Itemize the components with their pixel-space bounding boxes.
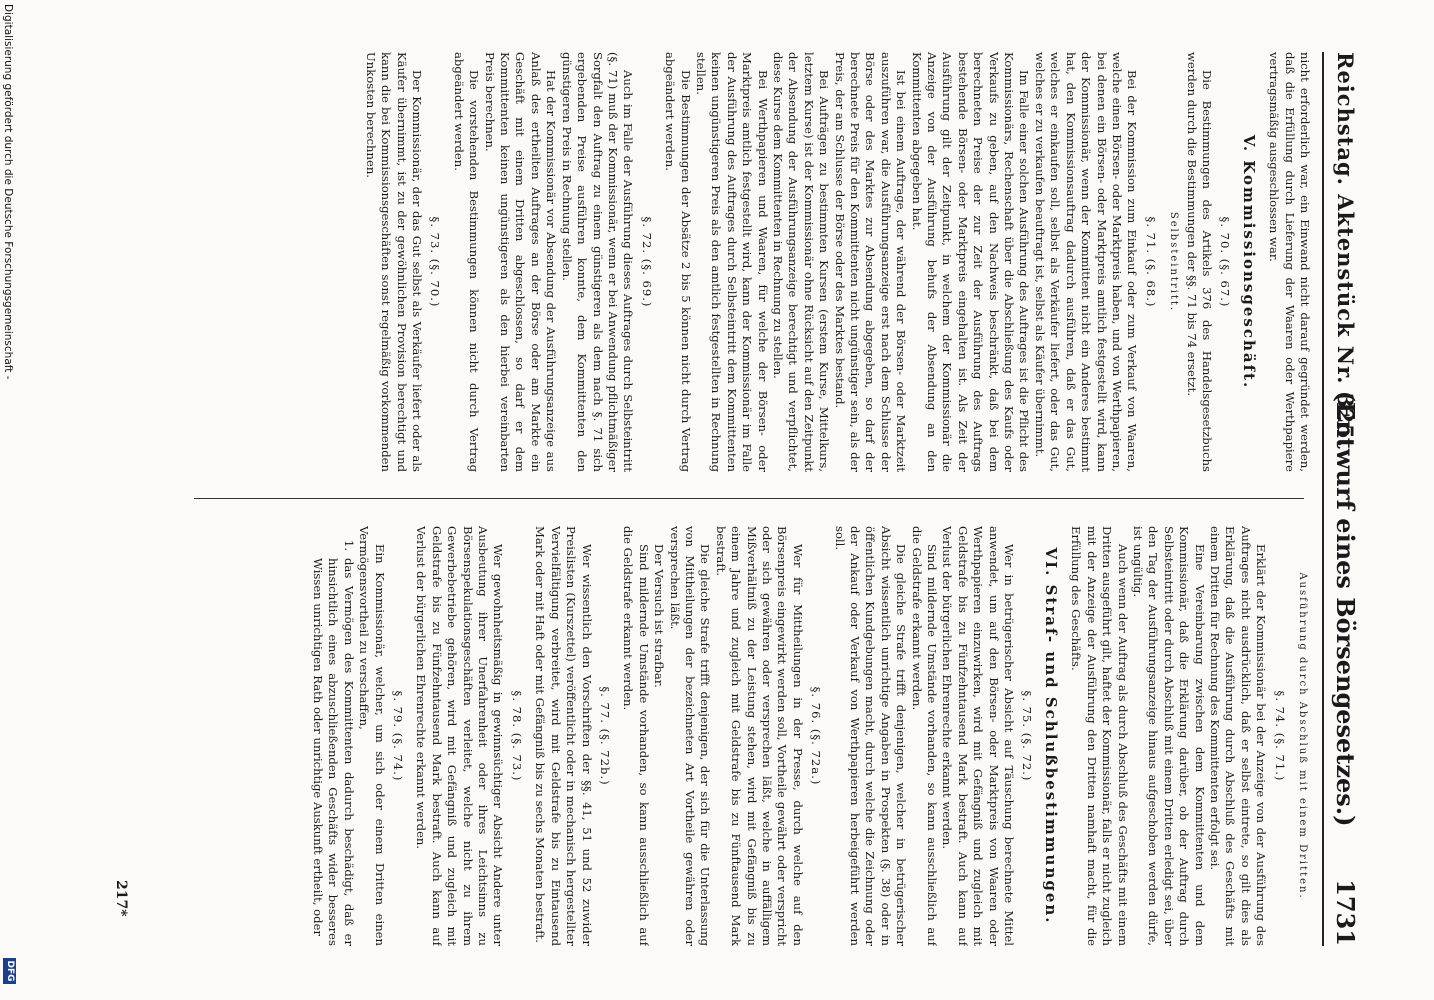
paragraph: Wer gewohnheitsmäßig in gewinnsüchtiger Absicht Andere unter Ausbeutung ihrer Unerfahrenheit oder ihres Leichtsinns zu Börsenspekulationsgeschäften verleitet, welche nicht zu ihrem Gewerbebetriebe gehören, wird mit Gefängniß und zugleich mit Geldstrafe bis zu Fünfzehntausend Mark bestraft. Auch kann auf Verlust der bürgerlichen Ehrenrechte erkannt werden.: [414, 526, 506, 946]
paragraph: Die gleiche Strafe trifft denjenigen, der sich für die Unterlassung von Mittheilungen der bezeichneten Art Vortheile gewähren oder versprechen läßt.: [667, 526, 713, 946]
section-heading-vi: VI. Straf- und Schlußbestimmungen.: [1041, 547, 1060, 925]
header-subtitle: (Entwurf eines Börsengesetzes.): [1331, 390, 1360, 827]
paragraph: nicht erforderlich war, ein Einwand nicht darauf gegründet werden, daß die Erfüllung durch Lieferung der Waaren oder Werthpapiere vertragsmäßig ausgeschlossen war.: [1267, 52, 1312, 472]
subheading: Selbsteintritt.: [1168, 211, 1180, 313]
paragraph-heading: §. 74. (§. 71.): [1272, 690, 1287, 782]
column-divider: [194, 498, 1304, 499]
paragraph: Im Falle einer solchen Ausführung des Auftrages ist die Pflicht des Kommissionärs, Rechenschaft über die Abschließung des Kaufs oder Verkaufs zu geben, auf den Nachweis beschränkt, daß bei dem berechneten Preise der zur Zeit der Ausführung des Auftrags bestehende Börsen- oder Marktpreis eingehalten ist. Als Zeit der Ausführung gilt der Zeitpunkt, in welchem der Kommissionär die Anzeige von der Ausführung behufs der Absendung an den Kommittenten abgegeben hat.: [909, 52, 1032, 472]
section-heading-v: V. Kommissionsgeschäft.: [1239, 134, 1258, 390]
paragraph: Der Kommissionär, der das Gut selbst als Verkäufer liefert oder als Käufer übernimmt, ist zu der gewöhnlichen Provision berechtigt und kann die bei Kommissionsgeschäften sonst regelmäßig vorkommenden Unkosten berechnen.: [363, 52, 425, 472]
subheading: Ausführung durch Abschluß mit einem Dritten.: [1297, 572, 1308, 900]
list-item: [310, 526, 356, 946]
paragraph-heading: §. 73. (§. 70.): [428, 216, 443, 308]
digitization-credit: Digitalisierung gefördert durch die Deutsche Forschungsgemeinschaft -: [2, 4, 14, 380]
paragraph: Bei der Kommission zum Einkauf oder zum Verkauf von Waaren, welche einen Börsen- oder Marktpreis haben, und von Werthpapieren, bei denen ein Börsen- oder Marktpreis amtlich festgestellt wird, kann der Kommissionär, wenn der Kommittent nicht ein Anderes bestimmt hat, den Kommissionsauftrag dadurch ausführen, daß er das Gut, welches er einkaufen soll, selbst als Verkäufer liefert, oder das Gut, welches er zu verkaufen beauftragt ist, selbst als Käufer übernimmt.: [1032, 52, 1140, 472]
paragraph: Bei Aufträgen zu bestimmten Kursen (erstem Kurse, Mittelkurs, letztem Kurse) ist der Kommissionär ohne Rücksicht auf den Zeitpunkt der Absendung der Ausführungsanzeige berechtigt und verpflichtet, diese Kurse dem Kommittenten in Rechnung zu stellen.: [771, 52, 832, 472]
header-right: [1331, 391, 1360, 946]
header-title: Reichstag. Aktenstück Nr. 325.: [1333, 52, 1358, 448]
page-header: [1322, 52, 1364, 946]
paragraph: Der Versuch ist strafbar.: [652, 544, 667, 688]
list-item-text: das Vermögen des Kommittenten dadurch beschädigt, daß er hinsichtlich eines abzuschließenden Geschäfts wider besseres Wissen unrichtigen Rath oder unrichtige Auskunft ertheilt, oder: [311, 558, 356, 946]
paragraph: Ein Kommissionär, welcher, um sich oder einem Dritten einen Vermögensvortheil zu verschaffen,: [357, 526, 387, 946]
paragraph: Wer für Mittheilungen in der Presse, durch welche auf den Börsenpreis eingewirkt werden soll, Vortheile gewährt oder verspricht oder sich gewähren oder versprechen läßt, welche in auffälligem Mißverhältniß zu der Leistung stehen, wird mit Gefängniß bis zu einem Jahre und zugleich mit Geldstrafe bis zu Fünftausend Mark bestraft.: [713, 526, 805, 946]
paragraph-heading: §. 78. (§. 73.): [509, 690, 524, 782]
paragraph-heading: §. 75. (§. 72.): [1020, 690, 1035, 782]
paragraph: Wer in betrügerischer Absicht auf Täuschung berechnete Mittel anwendet, um auf den Börsen- oder Marktpreis von Waaren oder Werthpapieren einzuwirken, wird mit Gefängniß und zugleich mit Geldstrafe bis zu Fünfzehntausend Mark bestraft. Auch kann auf Verlust der bürgerlichen Ehrenrechte erkannt werden.: [940, 526, 1017, 946]
paragraph: Wer wissentlich den Vorschriften der §§. 41, 51 und 52 zuwider Preislisten (Kurszettel) veröffentlicht oder in mechanisch hergestellter Vervielfältigung verbreitet, wird mit Geldstrafe bis zu Eintausend Mark oder mit Haft oder mit Gefängniß bis zu sechs Monaten bestraft.: [533, 526, 594, 946]
paragraph: Die vorstehenden Bestimmungen können nicht durch Vertrag abgeändert werden.: [451, 52, 482, 472]
paragraph: Die Bestimmungen des Artikels 376 des Handelsgesetzbuchs werden durch die Bestimmungen der §§. 71 bis 74 ersetzt.: [1184, 52, 1214, 472]
paragraph: Auch wenn der Auftrag als durch Abschluß des Geschäfts mit einem Dritten ausgeführt gilt, haftet der Kommissionär, falls er nicht zugleich mit der Anzeige der Ausführung den Dritten namhaft macht, für die Erfüllung des Geschäfts.: [1069, 526, 1130, 946]
signature-mark: 217*: [113, 880, 129, 917]
paragraph: Bei Werthpapieren und Waaren, für welche der Börsen- oder Marktpreis amtlich festgestellt wird, kann der Kommissionär im Falle der Ausführung des Auftrages durch Selbsteintritt dem Kommittenten keinen ungünstigeren Preis als den amtlich festgestellten in Rechnung stellen.: [693, 52, 770, 472]
paragraph: Auch im Falle der Ausführung dieses Auftrages durch Selbsteintritt (§. 71) muß der Kommissionär, wenn er bei Anwendung pflichtmäßiger Sorgfalt den Auftrag zu einem günstigeren als dem nach §. 71 sich ergebenden Preise ausführen konnte, dem Kommittenten den günstigeren Preis in Rechnung stellen.: [559, 52, 636, 472]
paragraph: Die gleiche Strafe trifft denjenigen, welcher in betrügerischer Absicht wissentlich unrichtige Angaben in Prospekten (§. 38) oder in öffentlichen Kundgebungen macht, durch welche die Zeichnung oder der Ankauf oder Verkauf von Werthpapieren herbeigeführt werden soll.: [832, 526, 909, 946]
paragraph-heading: §. 77. (§. 72b.): [597, 686, 612, 786]
paragraph-heading: §. 70. (§. 67.): [1218, 216, 1233, 308]
paragraph-heading: §. 76. (§. 72a.): [809, 686, 824, 786]
paragraph-heading: §. 71. (§. 68.): [1143, 216, 1158, 308]
right-column: [72, 526, 1312, 946]
paragraph: Die Bestimmungen der Absätze 2 bis 5 können nicht durch Vertrag abgeändert werden.: [663, 52, 693, 472]
paragraph-heading: §. 72. (§. 69.): [639, 216, 654, 308]
page-number: 1731: [1331, 879, 1360, 946]
left-column: [72, 52, 1312, 472]
dfg-logo: DFG: [3, 958, 16, 984]
paragraph: Sind mildernde Umstände vorhanden, so kann ausschließlich auf die Geldstrafe erkannt werden.: [909, 526, 940, 946]
paragraph: Ist bei einem Auftrage, der während der Börsen- oder Marktzeit auszuführen war, die Ausführungsanzeige erst nach dem Schlusse der Börse oder des Marktes zur Absendung abgegeben, so darf der berechnete Preis für den Kommittenten nicht ungünstiger sein, als der Preis, der am Schlusse der Börse oder des Marktes bestand.: [832, 52, 909, 472]
paragraph: Eine Vereinbarung zwischen dem Kommittenten und dem Kommissionär, daß die Erklärung darüber, ob der Auftrag durch Selbsteintritt oder durch Abschluß mit einem Dritten erledigt sei, über den Tag der Ausführungsanzeige hinaus aufgeschoben werden dürfe, ist ungültig.: [1130, 526, 1207, 946]
paragraph: Hat der Kommissionär vor Absendung der Ausführungsanzeige aus Anlaß des ertheilten Auftrages an der Börse oder am Markte ein Geschäft mit einem Dritten abgeschlossen, so darf er dem Kommittenten keinen ungünstigeren als den hierbei vereinbarten Preis berechnen.: [482, 52, 559, 472]
paragraph: Sind mildernde Umstände vorhanden, so kann ausschließlich auf die Geldstrafe erkannt werden.: [621, 526, 651, 946]
list-item-number: 1.: [341, 540, 356, 552]
paragraph-heading: §. 79. (§. 74.): [391, 690, 406, 782]
paragraph: Erklärt der Kommissionär bei der Anzeige von der Ausführung des Auftrages nicht ausdrücklich, daß er selbst eintrete, so gilt dies als Erklärung, daß die Ausführung durch Abschluß des Geschäfts mit einem Dritten für Rechnung des Kommittenten erfolgt sei.: [1207, 526, 1269, 946]
